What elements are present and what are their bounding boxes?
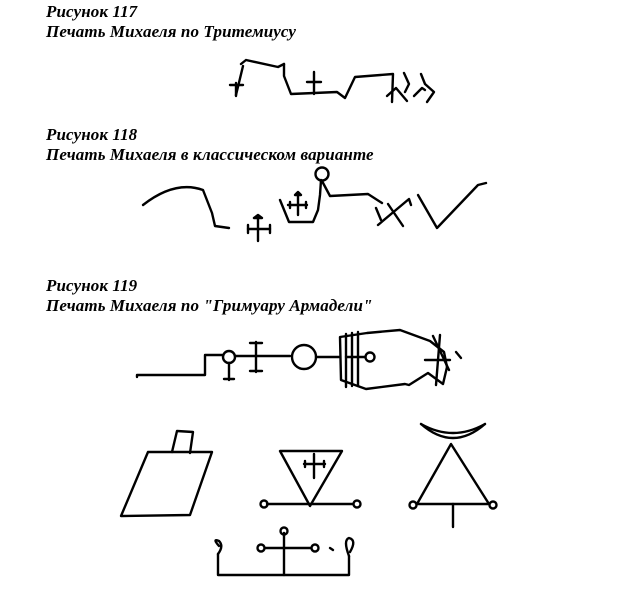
seal-117-trithemius	[230, 60, 434, 102]
figure-118-title: Печать Михаеля в классическом варианте	[46, 145, 374, 164]
figure-117-label: Рисунок 117	[46, 2, 138, 21]
figure-118-label: Рисунок 118	[46, 125, 138, 144]
figure-117-title: Печать Михаеля по Тритемиусу	[46, 22, 297, 41]
figure-119-title: Печать Михаеля по "Гримуару Армадели"	[46, 296, 373, 315]
seal-118-classical	[143, 168, 486, 242]
figure-119-label: Рисунок 119	[46, 276, 138, 295]
seal-119-armadel	[121, 330, 497, 575]
